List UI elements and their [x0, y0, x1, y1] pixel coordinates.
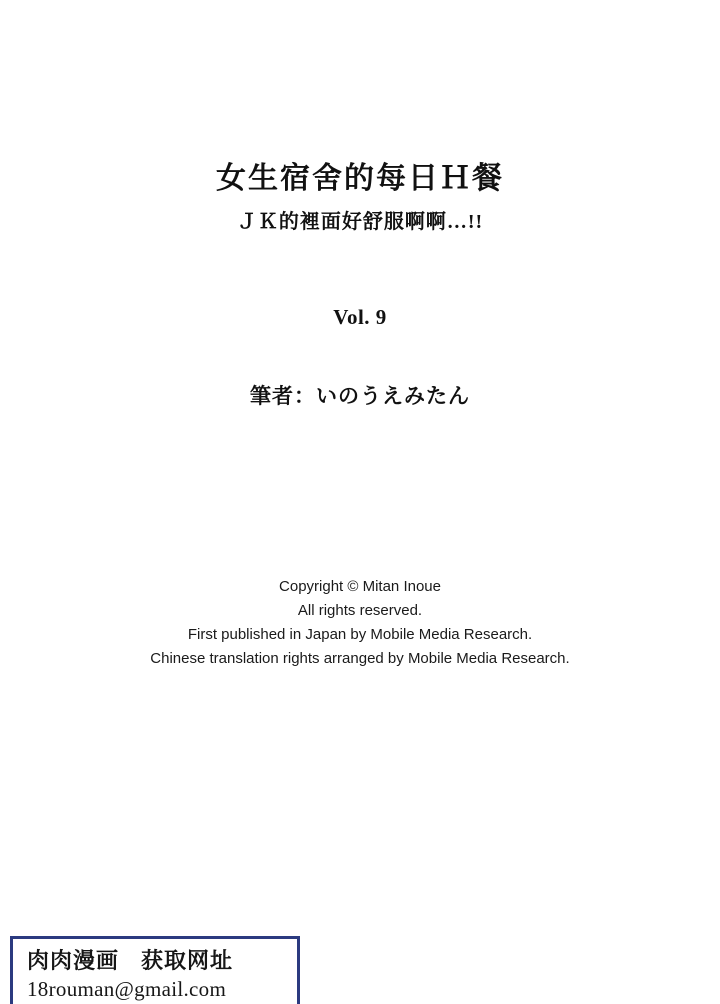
- watermark-brand: 肉肉漫画: [27, 948, 120, 973]
- copyright-line: Copyright © Mitan Inoue: [279, 578, 441, 595]
- author-label: 筆者：いのうえみたん: [250, 384, 470, 408]
- page-title: 女生宿舍的每日Ｈ餐: [216, 162, 504, 195]
- copyright-block: [0, 575, 720, 671]
- volume-label: Vol. 9: [333, 305, 387, 329]
- title-block: [0, 160, 720, 236]
- watermark-action-label: 获取网址: [141, 948, 234, 973]
- copyright-line: First published in Japan by Mobile Media Research.: [187, 626, 533, 643]
- watermark-email: 18rouman@gmail.com: [27, 977, 227, 1001]
- watermark-box: [10, 936, 300, 1004]
- page-subtitle: ＪＫ的裡面好舒服啊啊…!!: [236, 210, 484, 233]
- copyright-line: Chinese translation rights arranged by Mobile Media Research.: [150, 650, 570, 667]
- copyright-line: All rights reserved.: [297, 602, 423, 619]
- watermark-top-row: [13, 944, 297, 975]
